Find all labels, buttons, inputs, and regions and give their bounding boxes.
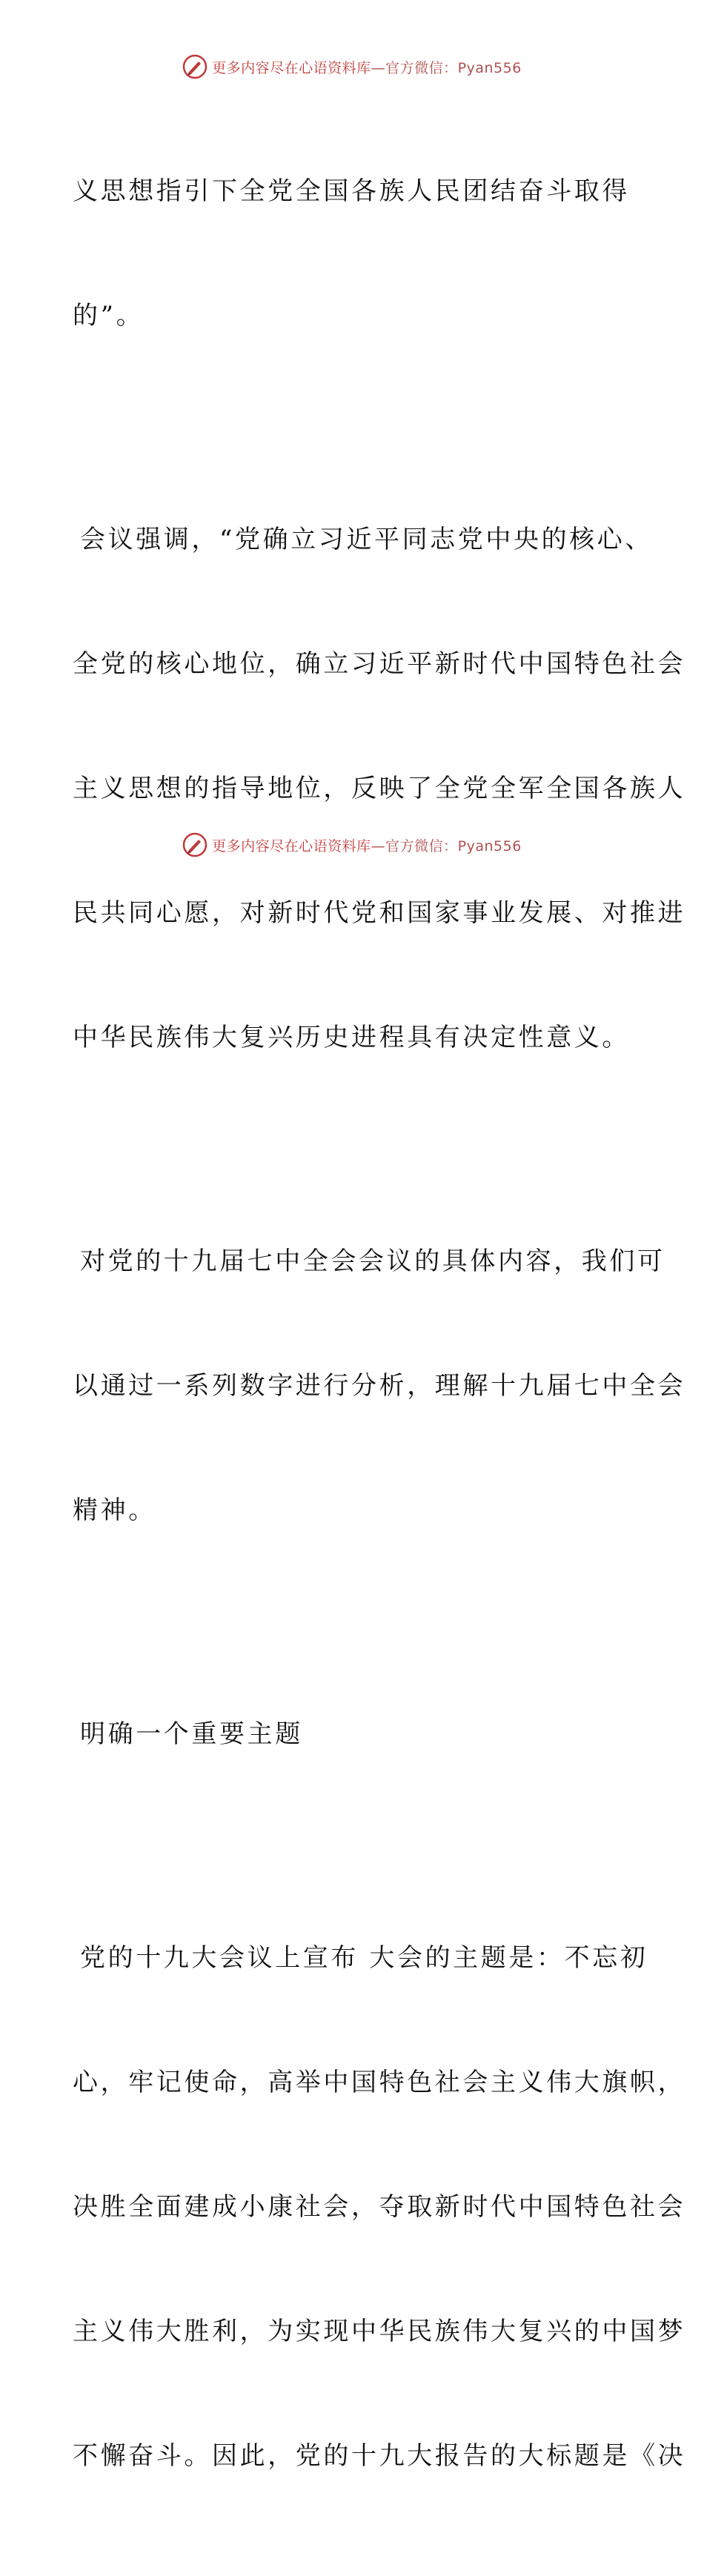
text-line: 以通过一系列数字进行分析，理解十九届七中全会 <box>73 1371 686 1401</box>
header-banner <box>0 53 704 80</box>
text-line: 民共同心愿，对新时代党和国家事业发展、对推进 <box>73 898 686 928</box>
text-line: 会议强调，“党确立习近平同志党中央的核心、 <box>80 525 653 554</box>
text-line: 党的十九大会议上宣布 大会的主题是：不忘初 <box>80 1943 648 1973</box>
text-line: 主义伟大胜利，为实现中华民族伟大复兴的中国梦 <box>73 2317 686 2346</box>
pen-logo-icon <box>182 54 207 79</box>
banner-text: 更多内容尽在心语资料库—官方微信：Pyan556 <box>212 837 522 854</box>
text-line: 全党的核心地位，确立习近平新时代中国特色社会 <box>73 649 686 679</box>
text-line: 义思想指引下全党全国各族人民团结奋斗取得 <box>73 176 630 206</box>
banner-text: 更多内容尽在心语资料库—官方微信：Pyan556 <box>212 59 522 76</box>
pen-logo-icon <box>182 832 207 857</box>
text-line: 心，牢记使命，高举中国特色社会主义伟大旗帜， <box>73 2068 686 2097</box>
document-body <box>73 87 686 2576</box>
paragraph-3 <box>73 1158 686 1614</box>
text-line: 中华民族伟大复兴历史进程具有决定性意义。 <box>73 1023 630 1052</box>
text-line: 精神。 <box>73 1496 156 1525</box>
paragraph-1 <box>73 87 636 419</box>
paragraph-5 <box>73 1854 686 2560</box>
text-line: 决胜全面建成小康社会，夺取新时代中国特色社会 <box>73 2192 686 2222</box>
text-line: 的”。 <box>73 301 145 331</box>
paragraph-2 <box>73 436 686 1141</box>
text-line: 明确一个重要主题 <box>80 1719 303 1749</box>
footer-banner <box>0 831 704 858</box>
text-line: 不懈奋斗。因此，党的十九大报告的大标题是《决 <box>73 2441 686 2471</box>
section-heading <box>73 1630 636 1838</box>
text-line: 对党的十九届七中全会会议的具体内容，我们可 <box>80 1246 665 1276</box>
text-line: 主义思想的指导地位，反映了全党全军全国各族人 <box>73 774 686 803</box>
